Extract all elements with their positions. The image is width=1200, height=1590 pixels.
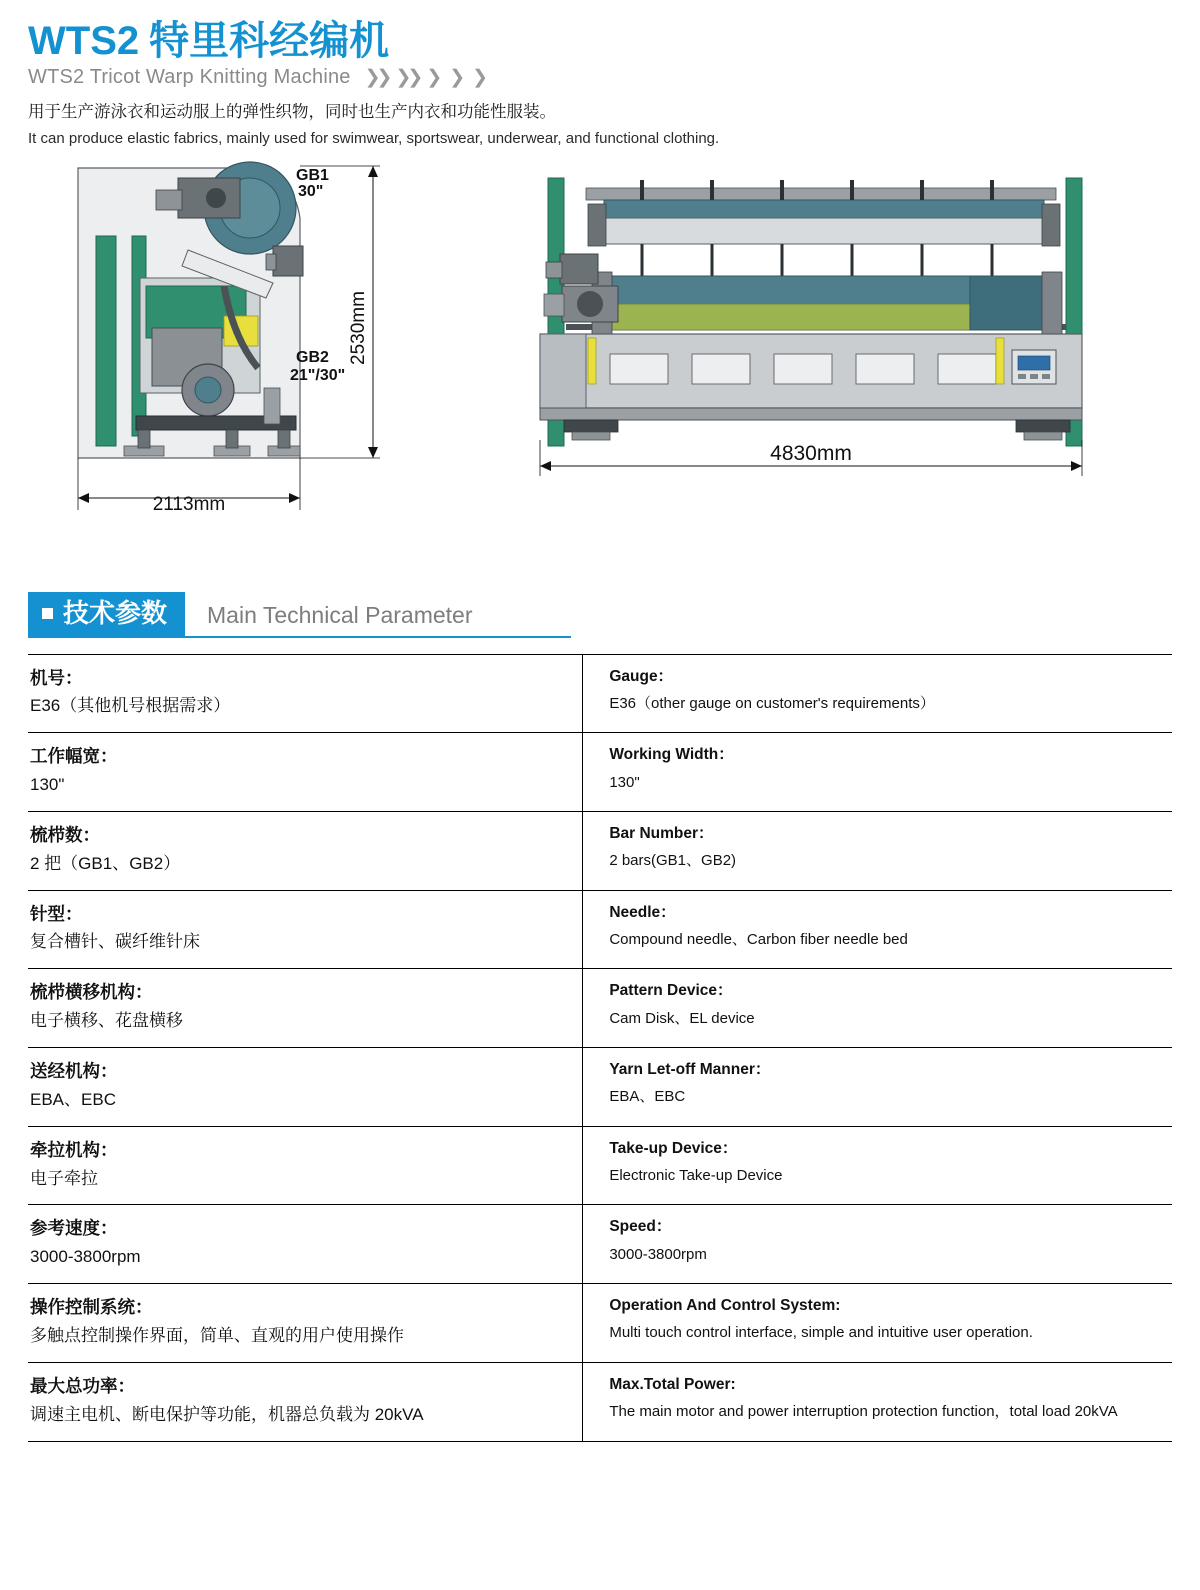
side-view-drawing bbox=[78, 162, 380, 515]
spec-value-cn: E36（其他机号根据需求） bbox=[30, 696, 231, 716]
chevron-decoration bbox=[365, 68, 488, 87]
spec-cell-en bbox=[583, 1362, 1172, 1441]
spec-value-cn: 多触点控制操作界面，简单、直观的用户使用操作 bbox=[30, 1325, 404, 1345]
spec-cell-en bbox=[583, 812, 1172, 891]
table-row bbox=[28, 1048, 1172, 1127]
spec-cell-en bbox=[583, 1126, 1172, 1205]
spec-cell-en bbox=[583, 733, 1172, 812]
spec-cell-en bbox=[583, 1048, 1172, 1127]
spec-label-cn: 针型： bbox=[30, 903, 83, 924]
spec-cell-cn bbox=[28, 1362, 583, 1441]
spec-label-cn: 操作控制系统： bbox=[30, 1297, 153, 1318]
spec-value-cn: 130" bbox=[30, 775, 65, 795]
spec-label-cn: 送经机构： bbox=[30, 1061, 118, 1082]
spec-label-cn: 最大总功率： bbox=[30, 1375, 135, 1396]
spec-value-en: Compound needle、Carbon fiber needle bed bbox=[609, 930, 908, 948]
spec-value-cn: 电子牵拉 bbox=[30, 1168, 98, 1188]
spec-label-en: Needle： bbox=[609, 903, 676, 921]
spec-value-en: Cam Disk、EL device bbox=[609, 1009, 755, 1027]
spec-cell-cn bbox=[28, 1126, 583, 1205]
spec-value-cn: EBA、EBC bbox=[30, 1089, 116, 1109]
spec-cell-en bbox=[583, 1284, 1172, 1363]
spec-value-en: 130" bbox=[609, 773, 640, 791]
spec-label-en: Working Width： bbox=[609, 746, 734, 764]
spec-cell-cn bbox=[28, 969, 583, 1048]
spec-label-en: Gauge： bbox=[609, 667, 674, 685]
subtitle-row bbox=[28, 66, 1172, 89]
spec-value-cn: 2 把（GB1、GB2） bbox=[30, 853, 181, 873]
section-heading bbox=[28, 584, 1172, 636]
table-row bbox=[28, 1284, 1172, 1363]
table-row bbox=[28, 733, 1172, 812]
section-badge-label: 技术参数 bbox=[63, 597, 168, 628]
table-row bbox=[28, 654, 1172, 733]
machine-illustration bbox=[28, 158, 1172, 578]
table-row bbox=[28, 890, 1172, 969]
spec-label-cn: 牵拉机构： bbox=[30, 1139, 118, 1160]
spec-label-cn: 梳栉横移机构： bbox=[30, 982, 153, 1003]
spec-value-en: The main motor and power interruption protection function，total load 20kVA bbox=[609, 1403, 1118, 1420]
spec-label-en: Operation And Control System: bbox=[609, 1297, 841, 1315]
spec-cell-cn bbox=[28, 733, 583, 812]
spec-cell-en bbox=[583, 654, 1172, 733]
spec-cell-en bbox=[583, 969, 1172, 1048]
spec-value-en: 2 bars(GB1、GB2) bbox=[609, 852, 737, 870]
spec-label-en: Pattern Device： bbox=[609, 982, 733, 1000]
spec-value-en: Multi touch control interface, simple and intuitive user operation. bbox=[609, 1324, 1033, 1342]
title-model: WTS2 bbox=[28, 19, 140, 63]
spec-table-body bbox=[28, 654, 1172, 1441]
spec-value-cn: 3000-3800rpm bbox=[30, 1247, 141, 1267]
spec-cell-cn bbox=[28, 1048, 583, 1127]
front-view-drawing bbox=[540, 178, 1082, 476]
machine-drawing-svg bbox=[28, 158, 1172, 568]
spec-label-cn: 机号： bbox=[30, 667, 83, 688]
spec-value-en: E36（other gauge on customer's requirements） bbox=[609, 694, 935, 712]
label-gb2: GB2 bbox=[296, 348, 329, 366]
section-underline bbox=[28, 636, 571, 638]
table-row bbox=[28, 969, 1172, 1048]
spec-cell-cn bbox=[28, 890, 583, 969]
chevron-right-icon: ❯ bbox=[449, 67, 466, 88]
spec-label-en: Take-up Device： bbox=[609, 1139, 738, 1157]
spec-cell-en bbox=[583, 1205, 1172, 1284]
spec-label-cn: 工作幅宽： bbox=[30, 746, 118, 767]
table-row bbox=[28, 1126, 1172, 1205]
spec-value-cn: 复合槽针、碳纤维针床 bbox=[30, 932, 200, 952]
spec-table bbox=[28, 654, 1172, 1442]
spec-value-cn: 电子横移、花盘横移 bbox=[30, 1011, 183, 1031]
spec-value-en: 3000-3800rpm bbox=[609, 1245, 707, 1263]
subtitle-en: WTS2 Tricot Warp Knitting Machine bbox=[28, 66, 351, 88]
header bbox=[28, 18, 1172, 150]
square-bullet-icon bbox=[42, 608, 53, 619]
spec-label-cn: 参考速度： bbox=[30, 1218, 118, 1239]
label-gb1: GB1 bbox=[296, 166, 329, 184]
table-row bbox=[28, 1362, 1172, 1441]
table-row bbox=[28, 812, 1172, 891]
spec-cell-cn bbox=[28, 1284, 583, 1363]
spec-label-en: Max.Total Power: bbox=[609, 1375, 736, 1393]
dim-width-front-label: 4830mm bbox=[770, 441, 852, 465]
description-cn: 用于生产游泳衣和运动服上的弹性织物，同时也生产内衣和功能性服装。 bbox=[28, 103, 556, 121]
spec-value-cn: 调速主电机、断电保护等功能，机器总负载为 20kVA bbox=[30, 1404, 424, 1424]
description-en: It can produce elastic fabrics, mainly used for swimwear, sportswear, underwear, and functional clothing. bbox=[28, 129, 720, 147]
label-gb2-size: 21"/30" bbox=[290, 366, 346, 384]
chevron-double-icon: ❯❯ bbox=[364, 67, 389, 88]
section-title-en: Main Technical Parameter bbox=[207, 601, 473, 628]
spec-value-en: Electronic Take-up Device bbox=[609, 1166, 783, 1184]
dim-width-side-label: 2113mm bbox=[152, 493, 226, 515]
chevron-double-icon: ❯❯ bbox=[395, 67, 420, 88]
chevron-right-icon: ❯ bbox=[472, 67, 489, 88]
spec-label-en: Speed： bbox=[609, 1218, 672, 1236]
spec-label-en: Bar Number： bbox=[609, 825, 714, 843]
table-row bbox=[28, 1205, 1172, 1284]
spec-label-cn: 梳栉数： bbox=[30, 825, 100, 846]
spec-cell-en bbox=[583, 890, 1172, 969]
section-badge bbox=[28, 592, 185, 636]
spec-cell-cn bbox=[28, 654, 583, 733]
spec-cell-cn bbox=[28, 1205, 583, 1284]
dim-height-label: 2530mm bbox=[348, 290, 369, 365]
spec-label-en: Yarn Let-off Manner： bbox=[609, 1061, 771, 1079]
title-cn: 特里科经编机 bbox=[149, 19, 390, 63]
spec-cell-cn bbox=[28, 812, 583, 891]
label-gb1-size: 30" bbox=[298, 182, 324, 200]
page-title bbox=[28, 18, 1172, 64]
chevron-right-icon: ❯ bbox=[426, 67, 443, 88]
spec-value-en: EBA、EBC bbox=[609, 1088, 686, 1106]
